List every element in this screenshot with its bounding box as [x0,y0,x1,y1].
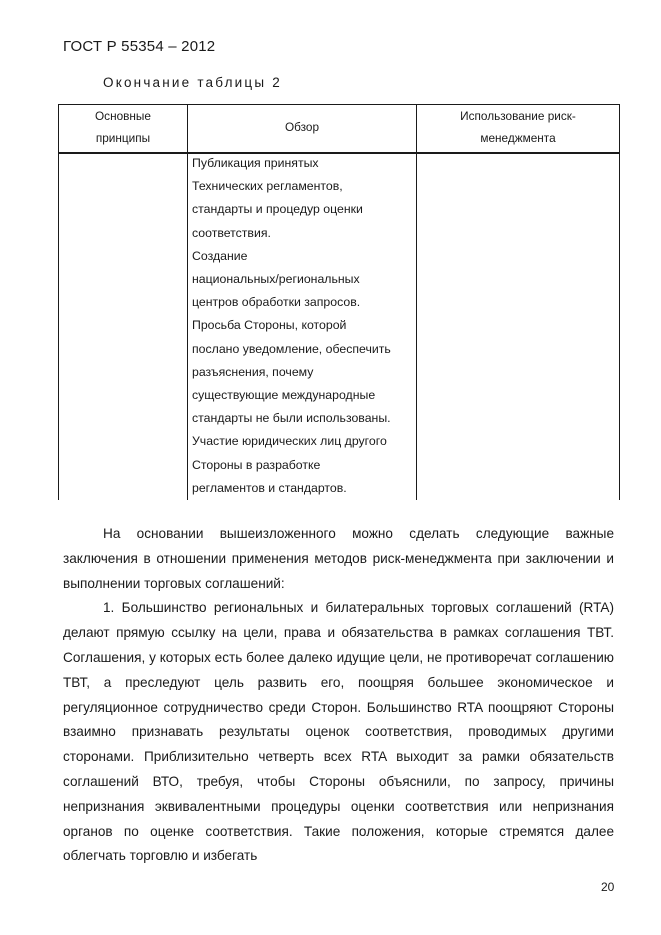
table-right-border [619,104,620,500]
overview-line: стандарты не были использованы. [192,411,391,426]
table-caption: Окончание таблицы 2 [103,75,282,90]
overview-line: центров обработки запросов. [192,295,361,310]
header-risk-management [417,105,619,149]
header-risk-line1: Использование риск- [460,109,576,123]
overview-line: стандарты и процедур оценки [192,202,363,217]
header-principles-line2: принципы [95,131,151,145]
conclusion-intro-paragraph: На основании вышеизложенного можно сделать следующие важные заключения в отношении применения методов риск-менеджмента при заключении и выполнении торговых соглашений: [63,526,614,591]
overview-line: Публикация принятых [192,156,319,170]
page-number: 20 [601,880,615,894]
header-principles-line1: Основные [95,109,151,123]
header-overview [188,116,416,138]
header-principles [59,105,187,149]
overview-line: национальных/региональных [192,272,360,287]
header-risk-line2: менеджмента [480,131,556,145]
overview-line: послано уведомление, обеспечить [192,341,391,356]
overview-line: Участие юридических лиц другого [192,434,387,449]
principles-table [58,104,620,500]
overview-line: Создание [192,248,248,263]
overview-line: существующие международные [192,388,376,403]
table-divider-1 [187,104,188,500]
conclusion-item-1-paragraph: 1. Большинство региональных и билатеральных торговых соглашений (RTA) делают прямую ссылку на цели, права и обязательства в рамках соглашения ТВТ. Соглашения, у которых есть более далеко идущие цели, не противоречат соглашению ТВТ, а преследуют цель развить его, поощряя большее экономическое и регуляционное сотрудничество среди Сторон. Большинство RTA поощряют Стороны взаимно признавать результаты оценок соответствия, проводимых другими сторонами. Приблизительно четверть всех RTA выходит за рамки обязательств соглашений ВТО, требуя, чтобы Стороны объяснили, по запросу, причины непризнания эквивалентными процедуры оценки соответствия или непризнания органов по оценке соответствия. Такие положения, которые стремятся далее облегчать торговлю и избегать [63,600,614,864]
body-text [63,522,614,869]
document-header: ГОСТ Р 55354 – 2012 [63,38,216,55]
overview-line: Стороны в разработке [192,457,321,472]
overview-line: разъяснения, почему [192,364,314,379]
overview-line: Просьба Стороны, которой [192,318,347,333]
overview-cell [192,152,418,500]
header-overview-label: Обзор [284,120,320,134]
overview-line: регламентов и стандартов. [192,480,347,495]
table-left-border [58,104,59,500]
overview-line: соответствия. [192,225,271,240]
overview-line: Технических регламентов, [192,179,343,194]
